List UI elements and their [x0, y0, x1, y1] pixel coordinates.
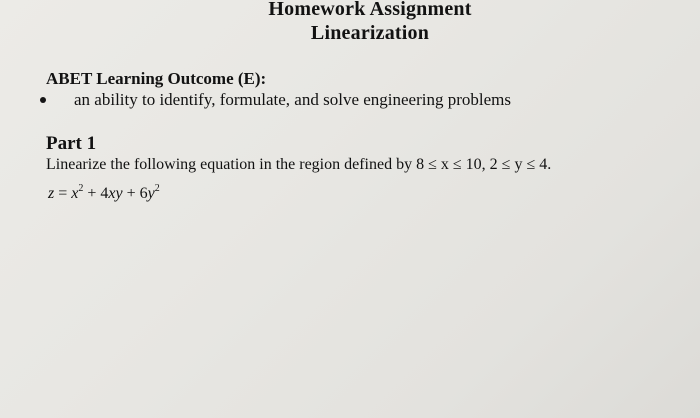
- bullet-dot-icon: [40, 97, 46, 103]
- equation-term-x: x: [71, 185, 79, 202]
- equation-term-xy: xy: [108, 185, 123, 202]
- part-heading: Part 1: [46, 133, 97, 154]
- equation-lhs: z: [48, 185, 55, 202]
- problem-instruction: Linearize the following equation in the region defined by 8 ≤ x ≤ 10, 2 ≤ y ≤ 4.: [46, 156, 552, 173]
- abet-outcome-heading: ABET Learning Outcome (E):: [46, 69, 267, 88]
- document-title: Homework Assignment: [268, 0, 472, 20]
- equation-plus-4: + 4: [83, 185, 109, 202]
- document-subtitle: Linearization: [310, 22, 430, 44]
- equation-term-y: y: [147, 185, 155, 202]
- bullet-text: an ability to identify, formulate, and solve engineering problems: [74, 90, 512, 109]
- equation: [48, 177, 160, 206]
- equation-exp-y: 2: [154, 183, 160, 194]
- equation-plus-6: + 6: [122, 185, 148, 202]
- equation-exp-x: 2: [78, 183, 84, 194]
- equation-equals: =: [54, 185, 72, 202]
